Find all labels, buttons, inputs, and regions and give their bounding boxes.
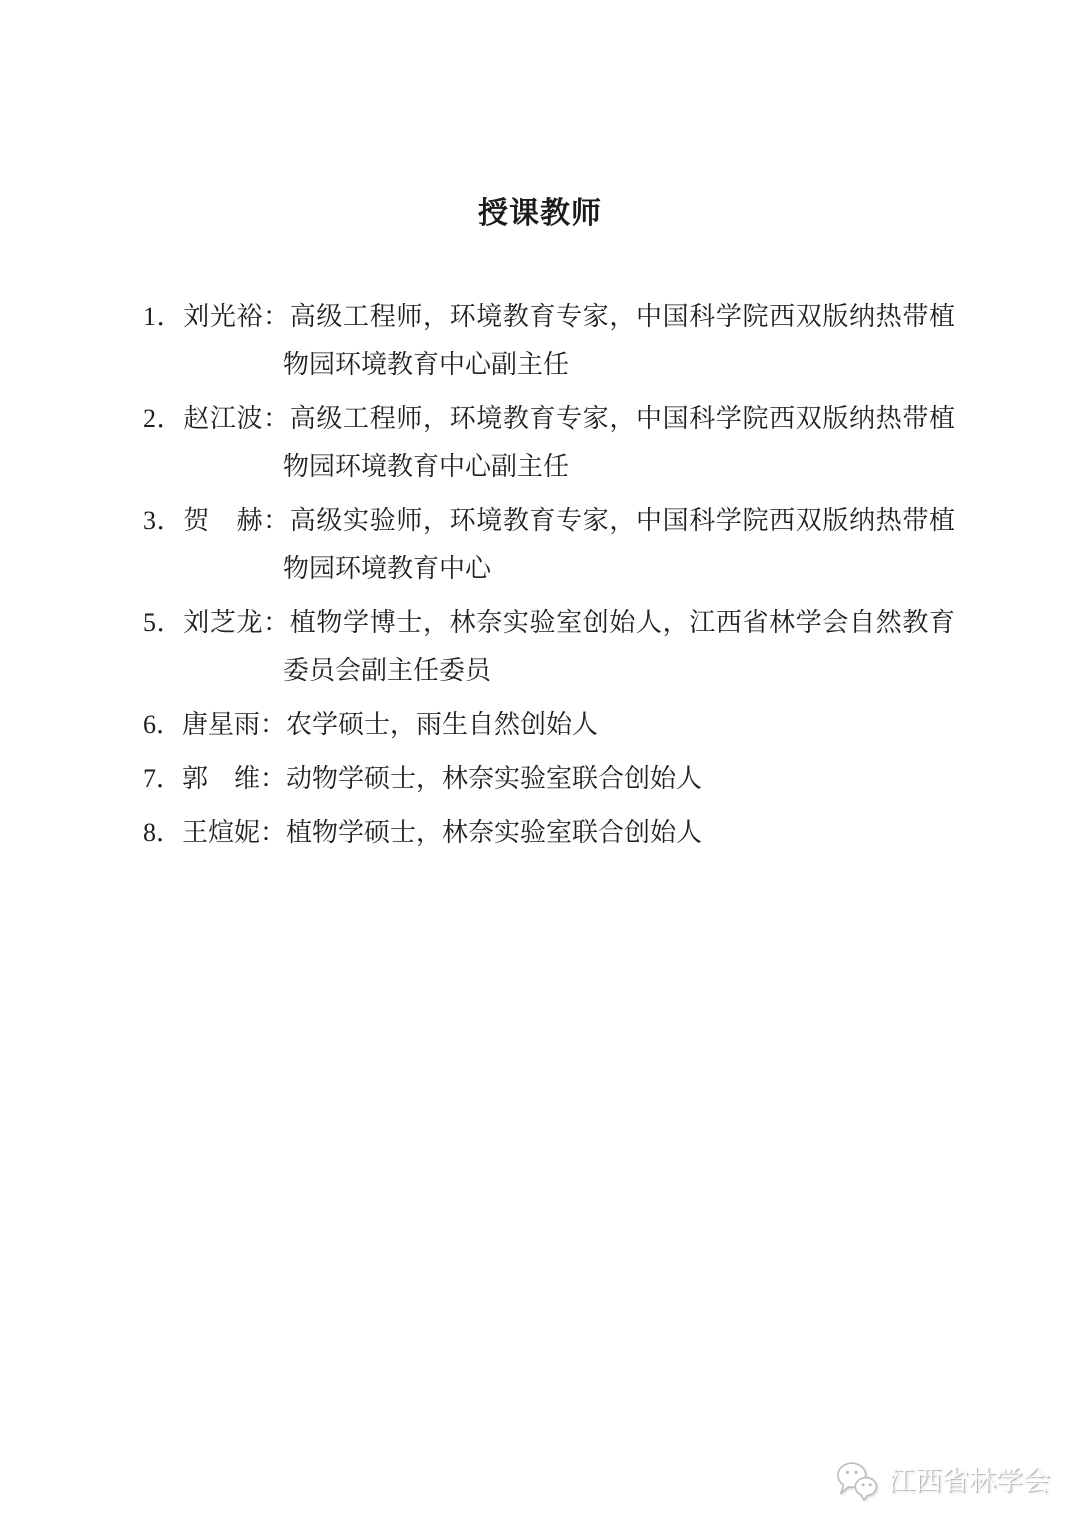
item-number: 8．	[143, 818, 183, 847]
watermark-label: 江西省林学会	[888, 1465, 1050, 1496]
teacher-name: 王煊妮：	[182, 818, 287, 847]
teacher-description: 植物学博士，林奈实验室创始人，江西省林学会自然教育委员会副主任委员	[283, 608, 955, 685]
teacher-description: 高级工程师，环境教育专家，中国科学院西双版纳热带植物园环境教育中心副主任	[283, 404, 955, 481]
teacher-list-item	[143, 497, 955, 593]
teacher-list-item	[143, 293, 955, 389]
teacher-name: 郭 维：	[182, 764, 287, 793]
teacher-list	[143, 293, 955, 863]
teacher-description: 高级实验师，环境教育专家，中国科学院西双版纳热带植物园环境教育中心	[283, 506, 955, 583]
item-number: 2．	[143, 404, 184, 433]
teacher-name: 刘芝龙：	[183, 608, 290, 637]
watermark	[835, 1461, 1050, 1501]
teacher-name: 赵江波：	[183, 404, 290, 433]
item-number: 7．	[143, 764, 183, 793]
teacher-list-item	[143, 701, 955, 749]
teacher-description: 植物学硕士，林奈实验室联合创始人	[286, 818, 703, 847]
teacher-description: 高级工程师，环境教育专家，中国科学院西双版纳热带植物园环境教育中心副主任	[283, 302, 955, 379]
teacher-description: 动物学硕士，林奈实验室联合创始人	[286, 764, 703, 793]
teacher-description: 农学硕士，雨生自然创始人	[286, 710, 599, 739]
teacher-list-item	[143, 809, 955, 857]
teacher-list-item	[143, 395, 955, 491]
page-title: 授课教师	[478, 197, 602, 230]
wechat-icon	[835, 1461, 879, 1501]
item-number: 5．	[143, 608, 184, 637]
teacher-name: 刘光裕：	[183, 302, 290, 331]
item-number: 3．	[143, 506, 184, 535]
teacher-name: 唐星雨：	[182, 710, 287, 739]
teacher-name: 贺 赫：	[183, 506, 290, 535]
teacher-list-item	[143, 755, 955, 803]
teacher-list-item	[143, 599, 955, 695]
item-number: 6．	[143, 710, 183, 739]
item-number: 1．	[143, 302, 184, 331]
